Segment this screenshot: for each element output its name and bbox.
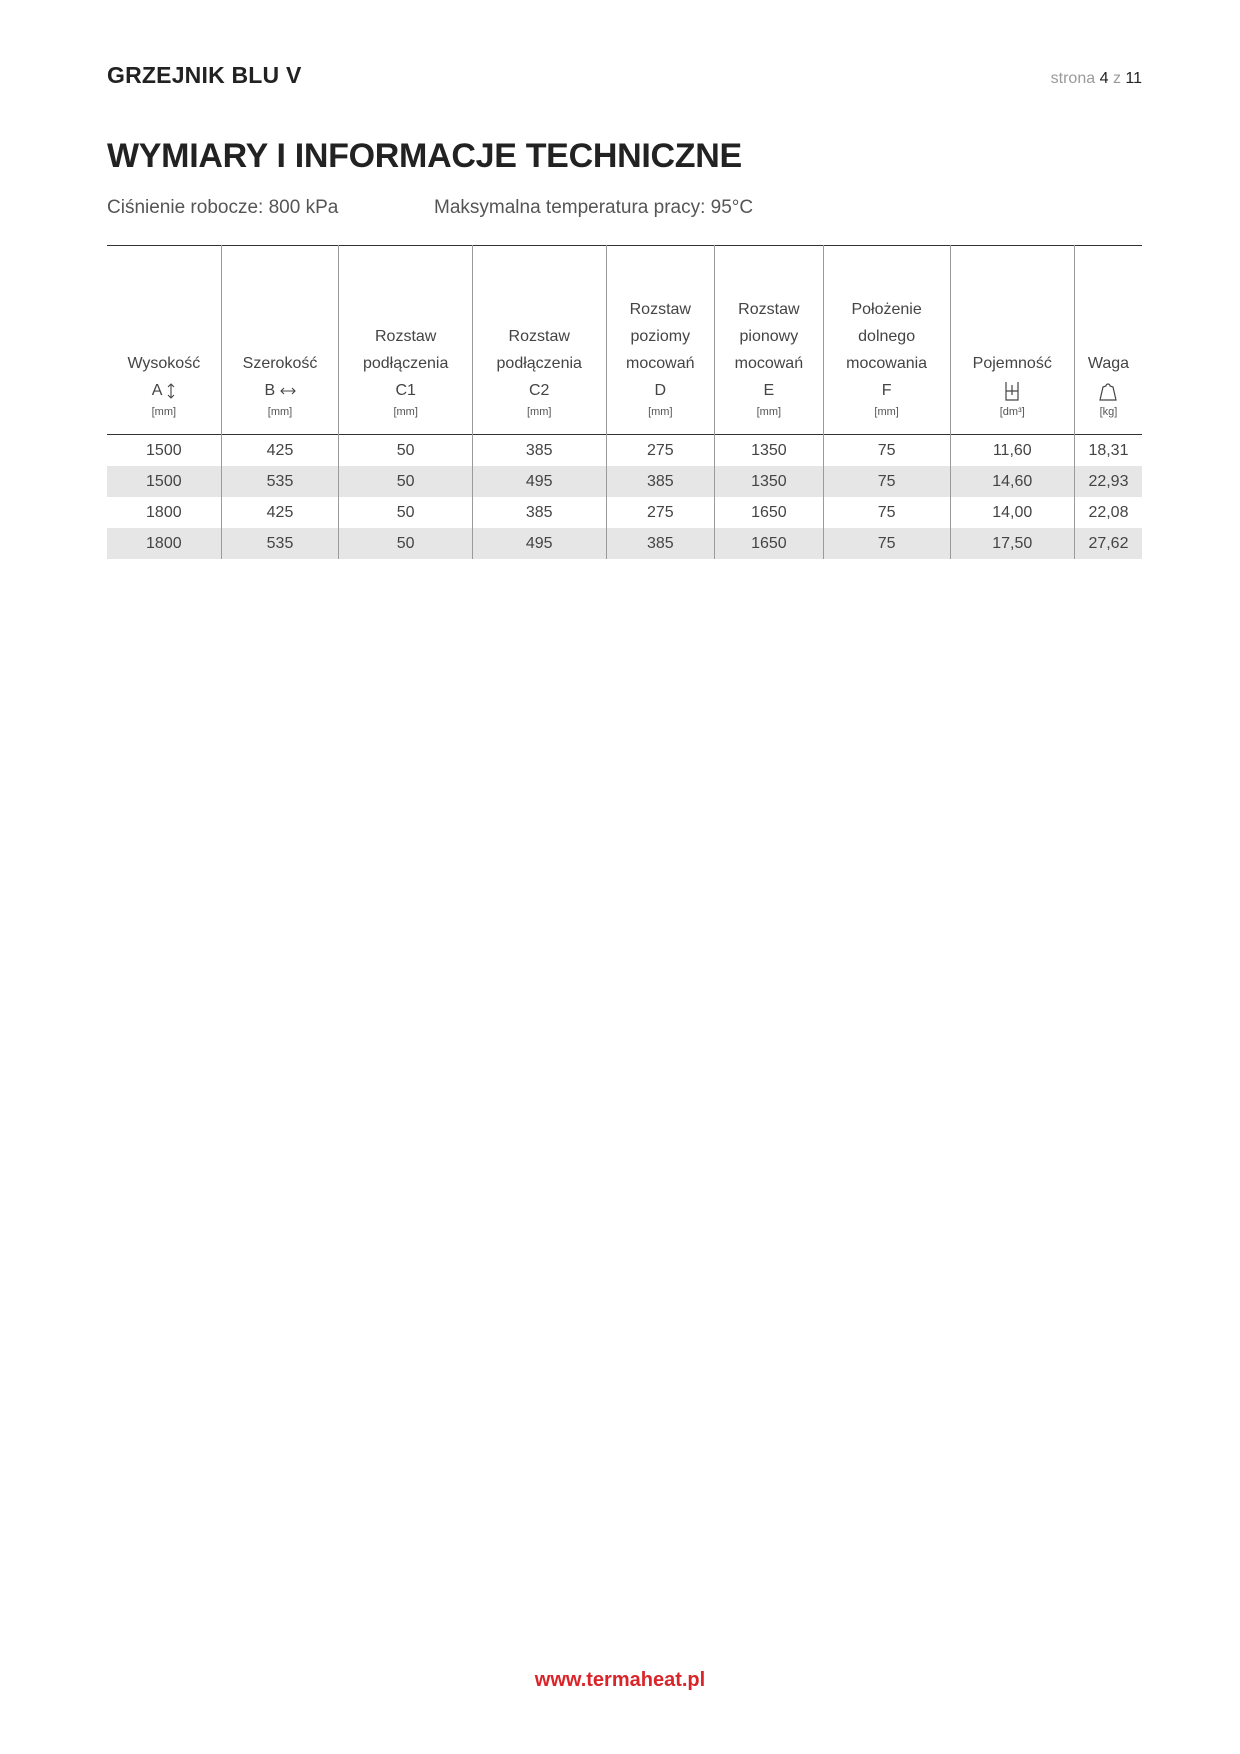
table-row xyxy=(107,466,1142,497)
table-cell: 1650 xyxy=(715,497,824,528)
col-label: Wysokość xyxy=(127,355,201,372)
col-label: dolnego xyxy=(858,328,916,345)
col-weight xyxy=(1074,246,1142,435)
table-cell: 50 xyxy=(339,435,473,467)
table-cell: 75 xyxy=(823,435,950,467)
col-vertical-mount xyxy=(715,246,824,435)
table-cell: 275 xyxy=(606,497,715,528)
horizontal-arrow-icon xyxy=(280,386,296,396)
col-capacity xyxy=(950,246,1074,435)
col-label: Rozstaw xyxy=(374,328,437,345)
container-icon xyxy=(1005,381,1019,401)
col-unit: [kg] xyxy=(1099,406,1118,418)
col-symbol: E xyxy=(763,382,775,399)
symbol-text: B xyxy=(264,382,276,399)
table-cell: 14,00 xyxy=(950,497,1074,528)
max-temperature: Maksymalna temperatura pracy: 95°C xyxy=(434,197,754,218)
table-header-row xyxy=(107,246,1142,435)
col-symbol: F xyxy=(881,382,892,399)
table-cell: 425 xyxy=(221,435,339,467)
col-unit: [mm] xyxy=(267,406,293,418)
weight-icon xyxy=(1099,381,1117,401)
col-unit: [mm] xyxy=(648,406,673,418)
table-cell: 535 xyxy=(221,466,339,497)
table-cell: 17,50 xyxy=(950,528,1074,559)
col-unit: [mm] xyxy=(756,406,782,418)
table-cell: 1800 xyxy=(107,528,221,559)
col-label: Pojemność xyxy=(972,355,1052,372)
symbol-text: A xyxy=(151,382,162,399)
table-cell: 385 xyxy=(472,435,606,467)
col-label: poziomy xyxy=(630,328,691,345)
col-connection-c1 xyxy=(339,246,473,435)
col-label: mocowań xyxy=(734,355,804,372)
page-number xyxy=(1051,70,1142,88)
col-label: mocowań xyxy=(626,355,695,372)
table-cell: 50 xyxy=(339,497,473,528)
col-unit: [mm] xyxy=(151,406,177,418)
table-cell: 1650 xyxy=(715,528,824,559)
col-symbol xyxy=(109,377,219,404)
col-label: Rozstaw xyxy=(629,301,691,318)
table-cell: 75 xyxy=(823,528,950,559)
col-label: Waga xyxy=(1087,355,1130,372)
table-cell: 385 xyxy=(606,528,715,559)
col-symbol xyxy=(1077,377,1140,404)
col-symbol: D xyxy=(654,382,667,399)
table-cell: 495 xyxy=(472,528,606,559)
table-cell: 18,31 xyxy=(1074,435,1142,467)
table-cell: 385 xyxy=(472,497,606,528)
table-cell: 1500 xyxy=(107,466,221,497)
table-cell: 14,60 xyxy=(950,466,1074,497)
col-label: Położenie xyxy=(851,301,922,318)
table-cell: 75 xyxy=(823,497,950,528)
vertical-arrow-icon xyxy=(166,383,176,399)
col-unit: [mm] xyxy=(527,406,552,418)
col-unit: [mm] xyxy=(874,406,899,418)
page-sep: z xyxy=(1112,70,1121,87)
col-connection-c2 xyxy=(472,246,606,435)
page-total: 11 xyxy=(1125,70,1142,87)
col-label: mocowania xyxy=(846,355,928,372)
table-cell: 1500 xyxy=(146,441,182,459)
table-row xyxy=(107,497,1142,528)
section-title: WYMIARY I INFORMACJE TECHNICZNE xyxy=(107,137,742,175)
table-cell: 1800 xyxy=(146,503,182,521)
col-symbol: C2 xyxy=(529,382,550,399)
col-symbol: C1 xyxy=(395,382,416,399)
col-label: podłączenia xyxy=(362,355,449,372)
table-cell: 75 xyxy=(823,466,950,497)
table-row xyxy=(107,528,1142,559)
specs-table xyxy=(107,245,1142,559)
table-cell: 1350 xyxy=(715,435,824,467)
table-cell: 50 xyxy=(339,466,473,497)
table-cell: 385 xyxy=(606,466,715,497)
col-label: pionowy xyxy=(739,328,799,345)
table-cell: 22,93 xyxy=(1074,466,1142,497)
col-width xyxy=(221,246,339,435)
col-bottom-mount xyxy=(823,246,950,435)
col-unit: [mm] xyxy=(393,406,418,418)
col-label: Rozstaw xyxy=(738,301,800,318)
table-cell: 425 xyxy=(221,497,339,528)
table-cell: 1350 xyxy=(715,466,824,497)
table-cell: 22,08 xyxy=(1074,497,1142,528)
page-prefix: strona xyxy=(1050,70,1096,87)
col-label: Szerokość xyxy=(242,355,318,372)
col-label: podłączenia xyxy=(496,355,582,372)
table-cell: 11,60 xyxy=(950,435,1074,467)
table-row xyxy=(107,435,1142,467)
table-cell: 495 xyxy=(472,466,606,497)
col-symbol xyxy=(953,377,1072,404)
col-horizontal-mount xyxy=(606,246,715,435)
product-title: GRZEJNIK BLU V xyxy=(107,62,302,88)
table-cell: 275 xyxy=(606,435,715,467)
col-unit: [dm³] xyxy=(999,406,1025,418)
website-link[interactable]: www.termaheat.pl xyxy=(534,1669,706,1691)
table-cell: 535 xyxy=(221,528,339,559)
working-pressure: Ciśnienie robocze: 800 kPa xyxy=(107,197,339,218)
col-height xyxy=(107,246,221,435)
col-label: Rozstaw xyxy=(508,328,570,345)
page-current: 4 xyxy=(1099,70,1109,87)
table-cell: 27,62 xyxy=(1074,528,1142,559)
col-symbol xyxy=(224,377,337,404)
table-cell: 50 xyxy=(339,528,473,559)
